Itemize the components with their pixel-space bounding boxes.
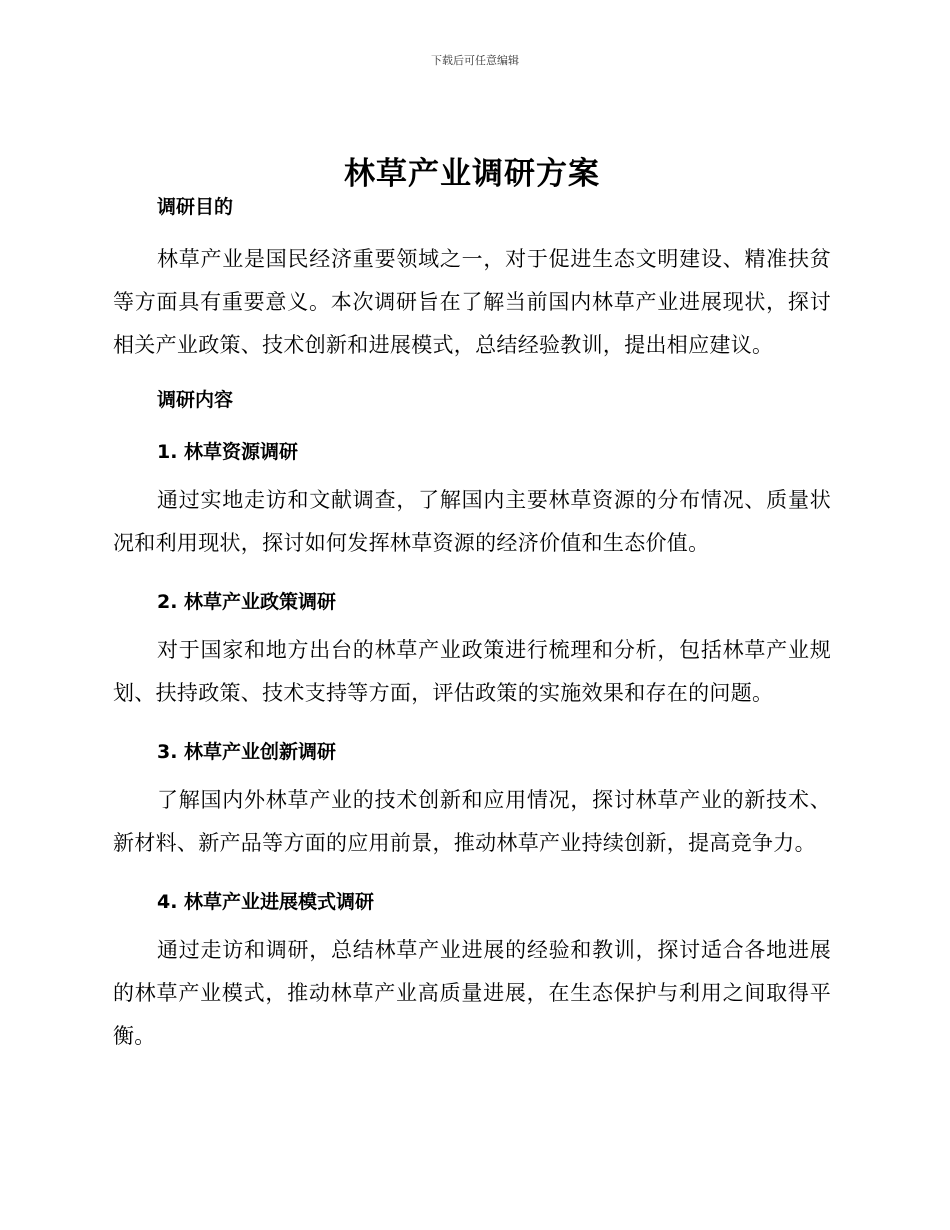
page-header-note: 下载后可任意编辑	[431, 54, 519, 67]
item-paragraph-development-model: 通过走访和调研，总结林草产业进展的经验和教训，探讨适合各地进展的林草产业模式，推动林草产业高质量进展，在生态保护与利用之间取得平衡。	[113, 938, 831, 1048]
item-heading-policy: 2. 林草产业政策调研	[157, 591, 337, 613]
item-paragraph-policy: 对于国家和地方出台的林草产业政策进行梳理和分析，包括林草产业规划、扶持政策、技术支持等方面，评估政策的实施效果和存在的问题。	[113, 638, 831, 705]
item-heading-resources: 1. 林草资源调研	[157, 441, 299, 463]
section-heading-content: 调研内容	[157, 389, 234, 411]
item-heading-development-model: 4. 林草产业进展模式调研	[157, 891, 375, 913]
section-heading-goal: 调研目的	[157, 196, 234, 218]
document-title: 林草产业调研方案	[344, 156, 600, 192]
item-paragraph-resources: 通过实地走访和文献调查，了解国内主要林草资源的分布情况、质量状况和利用现状，探讨如何发挥林草资源的经济价值和生态价值。	[113, 488, 831, 555]
item-paragraph-innovation: 了解国内外林草产业的技术创新和应用情况，探讨林草产业的新技术、新材料、新产品等方面的应用前景，推动林草产业持续创新，提高竞争力。	[113, 788, 831, 855]
item-heading-innovation: 3. 林草产业创新调研	[157, 741, 337, 763]
document-body	[113, 148, 831, 1058]
paragraph-goal: 林草产业是国民经济重要领域之一，对于促进生态文明建设、精准扶贫等方面具有重要意义。本次调研旨在了解当前国内林草产业进展现状，探讨相关产业政策、技术创新和进展模式，总结经验教训，提出相应建议。	[113, 247, 831, 357]
